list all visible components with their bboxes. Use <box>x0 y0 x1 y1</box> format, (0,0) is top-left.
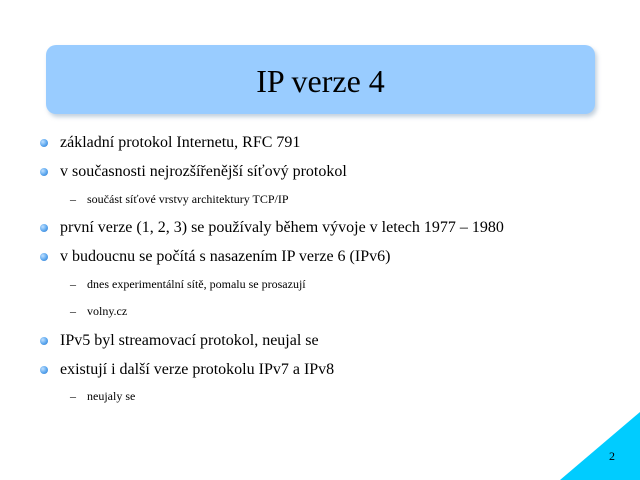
bullet-icon <box>40 168 48 176</box>
bullet-text: v budoucnu se počítá s nasazením IP verze 6 (IPv6) <box>60 248 391 265</box>
bullet-icon <box>40 366 48 374</box>
dash-icon: – <box>70 389 76 403</box>
sub-bullet-item <box>70 277 306 292</box>
bullet-item <box>40 332 319 350</box>
bullet-icon <box>40 253 48 261</box>
page-number: 2 <box>609 449 615 463</box>
dash-icon: – <box>70 192 76 206</box>
sub-bullet-text: neujaly se <box>87 389 136 403</box>
bullet-icon <box>40 139 48 147</box>
bullet-item <box>40 219 504 237</box>
slide-title: IP verze 4 <box>256 62 385 99</box>
dash-icon: – <box>70 277 76 291</box>
sub-bullet-item <box>70 192 289 207</box>
sub-bullet-text: součást síťové vrstvy architektury TCP/IP <box>87 192 289 206</box>
bullet-text: první verze (1, 2, 3) se používaly během vývoje v letech 1977 – 1980 <box>60 219 504 236</box>
bullet-text: v současnosti nejrozšířenější síťový protokol <box>60 163 347 180</box>
sub-bullet-text: volny.cz <box>87 304 128 318</box>
bullet-icon <box>40 224 48 232</box>
bullet-item <box>40 134 300 152</box>
bullet-item <box>40 163 347 181</box>
bullet-text: IPv5 byl streamovací protokol, neujal se <box>60 332 319 349</box>
corner-decoration <box>560 412 640 480</box>
bullet-icon <box>40 337 48 345</box>
bullet-text: existují i další verze protokolu IPv7 a IPv8 <box>60 361 335 378</box>
dash-icon: – <box>70 304 76 318</box>
sub-bullet-item <box>70 304 127 319</box>
sub-bullet-text: dnes experimentální sítě, pomalu se prosazují <box>87 277 306 291</box>
bullet-text: základní protokol Internetu, RFC 791 <box>60 134 301 151</box>
sub-bullet-item <box>70 389 135 404</box>
bullet-item <box>40 248 390 266</box>
bullet-item <box>40 361 334 379</box>
